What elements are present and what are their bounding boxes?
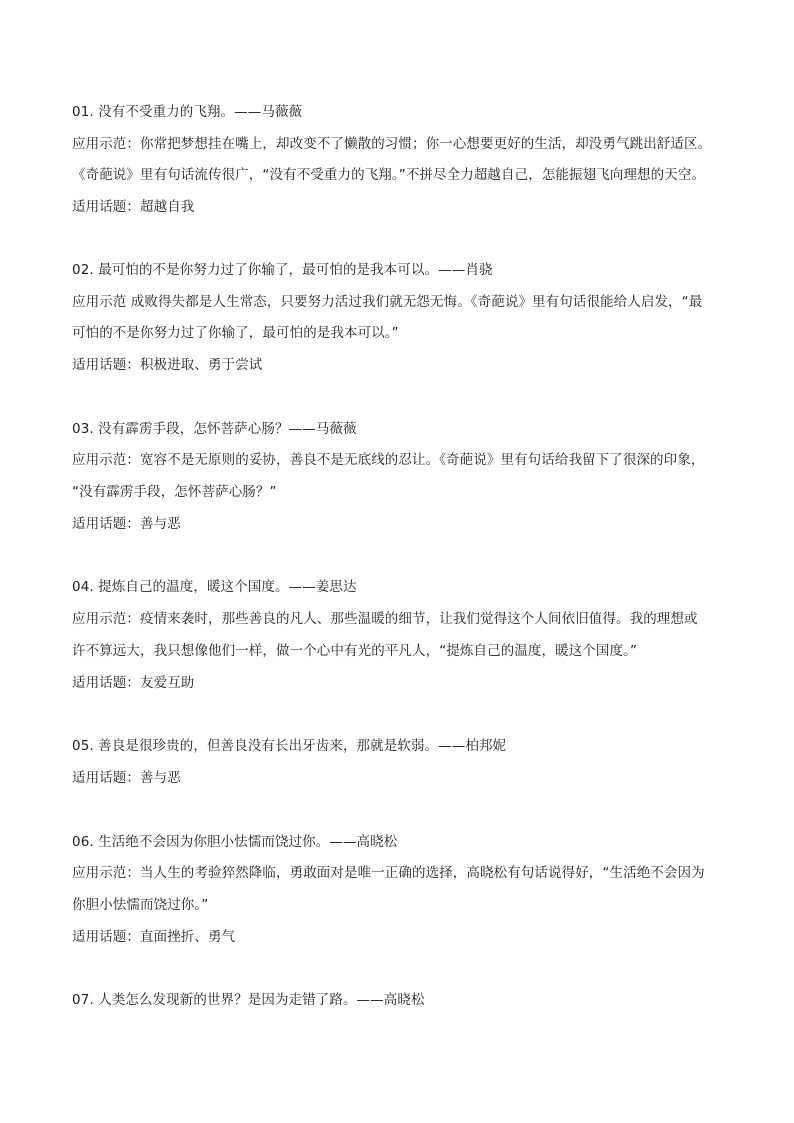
example-line-04-a: 应用示范：疫情来袭时，那些善良的凡人、那些温暖的细节，让我们觉得这个人间依旧值得。我的理想或	[72, 611, 698, 627]
example-line-03-b: “没有霹雳手段，怎怀菩萨心肠？”	[72, 484, 277, 500]
topic-line-06: 适用话题：直面挫折、勇气	[72, 929, 236, 945]
example-line-06-b: 你胆小怯懦而饶过你。”	[72, 897, 209, 913]
topic-line-01: 适用话题：超越自我	[72, 199, 195, 215]
quote-title-04: 04. 提炼自己的温度，暖这个国度。——姜思达	[72, 579, 357, 595]
topic-line-03: 适用话题：善与恶	[72, 516, 181, 532]
quote-title-07: 07. 人类怎么发现新的世界？是因为走错了路。——高晓松	[72, 992, 425, 1008]
topic-line-04: 适用话题：友爱互助	[72, 675, 195, 691]
example-line-02-b: 可怕的不是你努力过了你输了，最可怕的是我本可以。”	[72, 325, 399, 341]
quote-title-06: 06. 生活绝不会因为你胆小怯懦而饶过你。——高晓松	[72, 834, 398, 850]
topic-line-02: 适用话题：积极进取、勇于尝试	[72, 357, 263, 373]
quote-title-01: 01. 没有不受重力的飞翔。——马薇薇	[72, 104, 303, 120]
example-line-03-a: 应用示范：宽容不是无原则的妥协，善良不是无底线的忍让。《奇葩说》里有句话给我留下了很深的印象，	[72, 452, 705, 468]
example-line-02-a: 应用示范 成败得失都是人生常态，只要努力活过我们就无怨无悔。《奇葩说》里有句话很能给人启发，“最	[72, 294, 703, 310]
example-line-04-b: 许不算远大，我只想像他们一样，做一个心中有光的平凡人，“提炼自己的温度，暖这个国度。”	[72, 643, 638, 659]
quote-title-05: 05. 善良是很珍贵的，但善良没有长出牙齿来，那就是软弱。——柏邦妮	[72, 738, 507, 754]
quote-title-02: 02. 最可怕的不是你努力过了你输了，最可怕的是我本可以。——肖骁	[72, 262, 493, 278]
topic-line-05: 适用话题：善与恶	[72, 770, 181, 786]
quote-title-03: 03. 没有霹雳手段，怎怀菩萨心肠？——马薇薇	[72, 421, 357, 437]
example-line-01-a: 应用示范：你常把梦想挂在嘴上，却改变不了懒散的习惯；你一心想要更好的生活，却没勇气跳出舒适区。	[72, 136, 712, 152]
example-line-01-b: 《奇葩说》里有句话流传很广，“没有不受重力的飞翔。”不拼尽全力超越自己，怎能振翅飞向理想的天空。	[72, 167, 706, 183]
example-line-06-a: 应用示范：当人生的考验猝然降临，勇敢面对是唯一正确的选择，高晓松有句话说得好，“生活绝不会因为	[72, 865, 705, 881]
